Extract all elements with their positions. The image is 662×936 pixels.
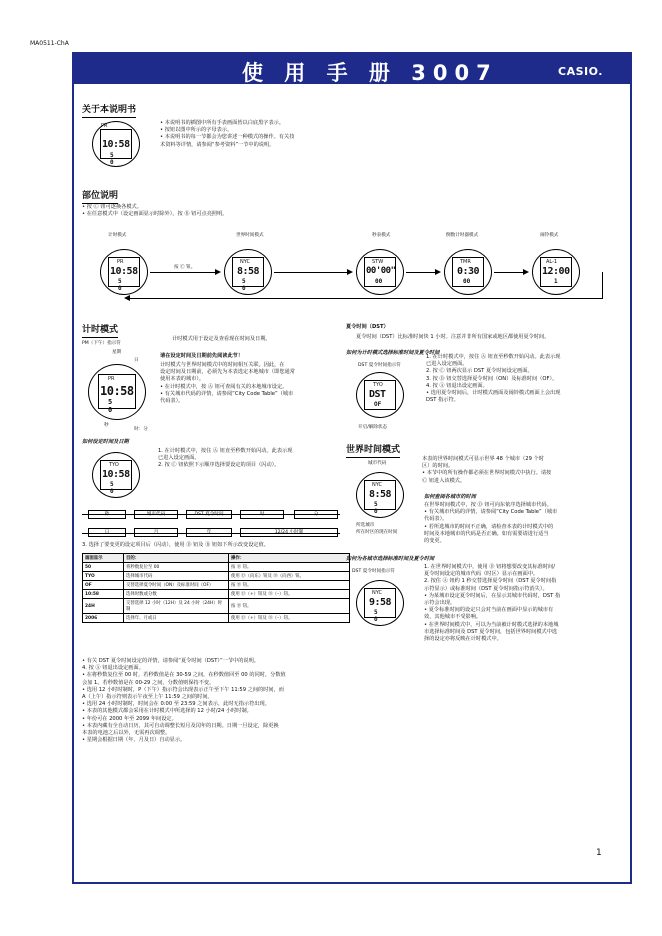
sequence-item: 日 — [88, 528, 126, 537]
sequence-item: 分 — [294, 510, 338, 519]
world-intro: 本表的世界时间模式可显示世界 48 个城市（29 个时 区）的时间。 • 本节中的所有操作都必须在世界时间模式中执行。请按 Ⓒ 钮进入该模式。 — [422, 456, 552, 484]
dst-indicator-label-2: DST 夏令时间指示符 — [352, 569, 395, 574]
watch-sub-display: 1 — [554, 278, 558, 285]
about-heading: 关于本说明书 — [82, 102, 136, 118]
dst-heading: 夏令时间（DST） — [346, 324, 389, 330]
on-off-label: 开启/解除状态 — [358, 425, 388, 430]
watch-top-display: NYC — [240, 259, 251, 265]
watch-sub-display: 5 0 — [374, 609, 378, 623]
arrowhead-icon — [347, 269, 353, 275]
sequence-item: 秒 — [88, 510, 126, 519]
weekday-label: 星期 — [112, 350, 122, 355]
watch-sub-display: 5 0 — [110, 481, 114, 495]
watch-main-display: 9:58 — [369, 597, 392, 608]
watch-main-display: 12:00 — [542, 266, 570, 277]
world-heading: 世界时间模式 — [346, 442, 400, 458]
step3-text: 3. 选择了要变更的设定项目后（闪动），使用 Ⓓ 钮及 Ⓑ 钮如下所示改变设定值。 — [82, 542, 269, 548]
arrowhead-icon — [435, 269, 441, 275]
mode-label: 秒表模式 — [372, 233, 391, 238]
sequence-item: 城市代码 — [134, 510, 178, 519]
city-code-label: 城市代码 — [368, 461, 387, 466]
switch-dst-text: 1. 在世界时间模式中，使用 Ⓓ 钮将想要改变其标准时间/ 夏令时间设定的城市代码（时区）显示在画面中。 2. 按住 Ⓐ 钮约 1 秒交替选择夏令时间（DST 夏令时间指 示符显示）或标准时间（DST 夏令时间指示符消失）。 • 为某城市设定夏令时间后，在显示其城市代码时，DST 指 示符会出现。 • 夏令标准时间的设定只会对当前在画面中显示的城市有 效，其他城市不受影响。 • 在世界时间模式中，可以为当前被计时模式选择的本地城 市选择标准时间及 DST 夏令时间，包括世界时间模式中选 择的设定亦将反映在计时模式中。 — [424, 564, 561, 643]
arrowhead-icon — [523, 269, 529, 275]
dst-subheading: 如何为计时模式选择标准时间及夏令时间 — [346, 350, 440, 356]
page-title: 使 用 手 册 3007 — [242, 61, 498, 85]
watch-main-display: 10:58 — [100, 384, 134, 398]
watch-top-display: TYO — [373, 382, 383, 388]
watch-main-display: 8:58 — [369, 489, 392, 500]
table-row: 2006 选择年、月或日 使用 Ⓓ（+）钮及 Ⓑ（–）钮。 — [83, 614, 350, 623]
watch-top-display: TYO — [109, 462, 119, 468]
table-row: TYO 选择城市代码 使用 Ⓓ（向东）钮及 Ⓑ（向西）钮。 — [83, 572, 350, 581]
read-first-title: 请在设定时间及日期前先阅读此节！ — [160, 353, 244, 359]
parts-text: • 按 Ⓒ 钮可逐换各模式。 • 在任意模式中（设定画面显示时除外），按 Ⓑ 钮可点亮照明。 — [82, 204, 228, 218]
watch-main-display: DST — [369, 389, 386, 400]
mode-arrow — [274, 272, 348, 273]
mode-arrow — [406, 272, 436, 273]
parts-heading: 部位说明 — [82, 188, 118, 204]
watch-main-display: 10:58 — [102, 469, 130, 480]
check-time-title: 如何查阅各城市的时间 — [424, 494, 476, 500]
watch-sub-display: 00 — [463, 278, 471, 285]
watch-top-display: AL-1 — [546, 259, 558, 265]
settings-table: 画面显示 目的： 操作： 50 将秒数复位至 00 按 Ⓓ 钮。 TYO 选择城市代码 使用 Ⓓ（向东）钮及 Ⓑ（向西）钮。 OF 交替选择夏令时间（ON）及标准时间（OF） 按 Ⓓ 钮。 10:58 选择时数或分数 使用 Ⓓ（+）钮及 Ⓑ（–）钮。 24H 交替选择 12 小时（12H）及 24 小时（24H）时制 按 Ⓓ 钮。 2006 选择年、月或日 使用 Ⓓ（+）钮及 Ⓑ（–）钮。 — [82, 553, 350, 623]
watch-top-display: NYC — [372, 590, 383, 596]
timekeeping-intro: 计时模式用于设定及查看现在时间及日期。 — [172, 336, 271, 342]
sequence-item: 年 — [186, 528, 232, 537]
brand-logo: CASIO. — [558, 65, 603, 78]
sequence-item: 12/24 小时制 — [240, 528, 338, 537]
watch-top-display: STW — [372, 259, 384, 265]
switch-dst-title: 如何为各城市选择标准时间及夏令时间 — [346, 556, 435, 562]
mode-label: 闹铃模式 — [540, 233, 559, 238]
manual-page — [72, 52, 632, 884]
pm-indicator-label: PM（下午）指示符 — [82, 341, 121, 346]
current-time-label-2: 所在时区的现在时间 — [356, 530, 398, 535]
sequence-item: 月 — [134, 528, 178, 537]
arrowhead-icon — [215, 269, 221, 275]
watch-main-display: 0:30 — [457, 266, 480, 277]
return-arrow-line — [602, 272, 603, 298]
watch-top-display: PR — [117, 259, 124, 265]
watch-top-display: TMR — [460, 259, 471, 265]
check-time-text: 在世界时间模式中，按 Ⓓ 钮可向东依序选择城市代码。 • 有关城市代码的详情，请参阅“City Code Table”（城市 代码表）。 • 若所选城市的时间不正确，请检查本表的计时模式中的 时间及本地城市的代码是否正确。如有需要请进行适当 的变更。 — [424, 502, 558, 545]
watch-sub-display: 5 0 — [118, 278, 122, 292]
set-time-title: 如何设定时间及日期 — [82, 439, 129, 445]
sequence-loop — [82, 514, 340, 534]
page-number: 1 — [596, 848, 602, 858]
dst-intro: 夏令时间（DST）比标准时间快 1 小时。注意并非所有国家或地区都使用夏令时间。 — [356, 334, 550, 340]
hour-minute-label: 时：分 — [134, 427, 148, 432]
about-text: • 本说明书的插图中所有手表画面皆以白底黑字表示。 • 按钮以图中所示的字母表示。 • 本说明书的每一节都会为您讲述一种模式的操作。有关技 术资料等详情，请参阅“参考资料”一节中的说明。 — [160, 120, 295, 148]
table-row: 50 将秒数复位至 00 按 Ⓓ 钮。 — [83, 563, 350, 572]
model-number: 3007 — [411, 61, 498, 85]
watch-top-display: NYC — [372, 482, 383, 488]
mode-label: 计时模式 — [108, 233, 127, 238]
watch-sub-display: 5 0 — [108, 398, 113, 414]
watch-sub-display: 5 0 — [242, 278, 246, 292]
arrowhead-icon — [124, 295, 130, 301]
table-row: 10:58 选择时数或分数 使用 Ⓓ（+）钮及 Ⓑ（–）钮。 — [83, 590, 350, 599]
watch-top-display: PR — [101, 123, 108, 129]
dst-indicator-label: DST 夏令时间指示符 — [358, 363, 401, 368]
watch-sub-display: OF — [374, 401, 382, 408]
watch-main-display: 10:58 — [110, 266, 138, 277]
watch-main-display: 10:58 — [102, 139, 130, 150]
title-banner — [74, 54, 630, 84]
read-first-text: 计时模式与世界时间模式中的时间相互关联。因此，在 设定时间及日期前，必须先为本表选定本地城市（即您通常 使用本表的城市）。 • 在计时模式中，按 Ⓐ 钮可查阅有关的本地城市设定。 • 有关城市代码的详情，请参阅“City Code Table”（城市 代码表）。 — [160, 362, 295, 405]
return-arrow — [130, 298, 603, 299]
watch-main-display: 00'00" — [366, 266, 396, 276]
day-label: 日 — [134, 358, 139, 363]
mode-arrow — [494, 272, 524, 273]
watch-main-display: 8:58 — [237, 266, 260, 277]
doc-code: MA0511-ChA — [30, 40, 69, 47]
press-c-label: 按 Ⓒ 钮。 — [174, 265, 196, 270]
seconds-label: 秒 — [104, 423, 109, 428]
watch-top-display: PR — [108, 376, 115, 382]
set-time-steps: 1. 在计时模式中，按住 Ⓐ 钮直至秒数开始闪动。此表示现 已进入设定画面。 2. 按 Ⓒ 钮依照下示顺序选择要设定的项目（闪动）。 — [158, 448, 293, 469]
watch-sub-display: 00 — [375, 278, 383, 285]
timekeeping-heading: 计时模式 — [82, 322, 118, 338]
watch-sub-display: 5 0 — [374, 501, 378, 515]
mode-label: 倒数计时器模式 — [446, 233, 479, 238]
mode-arrow — [150, 272, 216, 273]
table-row: 24H 交替选择 12 小时（12H）及 24 小时（24H）时制 按 Ⓓ 钮。 — [83, 599, 350, 614]
dst-steps: 1. 在计时模式中，按住 Ⓐ 钮直至秒数开始闪动。此表示现 已进入设定画面。 2. 按 Ⓒ 钮两次显示 DST 夏令时间设定画面。 3. 按 Ⓓ 钮交替选择夏令时间（ON）及标准时间（OF）。 4. 按 Ⓐ 钮退出设定画面。 • 选用夏令时间后，计时模式画面及闹铃模式画面上会出现 DST 指示符。 — [426, 354, 561, 404]
current-time-label: 所选城市 — [356, 523, 375, 528]
watch-sub-display: 5 0 — [110, 152, 114, 166]
table-row: OF 交替选择夏令时间（ON）及标准时间（OF） 按 Ⓓ 钮。 — [83, 581, 350, 590]
sequence-item: DST 夏令时间 — [186, 510, 232, 519]
sequence-item: 时 — [240, 510, 284, 519]
timekeeping-notes: • 有关 DST 夏令时间设定的详情，请参阅“夏令时间（DST）”一节中的说明。 4. 按 Ⓐ 钮退出设定画面。 • 在将秒数复位至 00 时，若秒数值是在 30-59 之间，在秒数值回至 00 的同时，分数值 会加 1。若秒数值是在 00-29 之间，分数值则保持不变。 • 选用 12 小时时制时，P（下午）指示符会出现表示正午至下午 11:59 之间的时间，而 A（上午）指示符则表示午夜至上午 11:59 之间的时间。 • 选用 24 小时时制时，时间会在 0:00 至 23:59 之间表示，此时无指示符出现。 • 本表的其他模式都会采用在计时模式中所选择的 12 小时/24 小时时制。 • 年份可在 2000 年至 2099 年间设定。 • 本表内藏有全自动日历，其可自动调整长短月及闰年的日期。日期一旦设定，除更换 本表的电池之后以外，无需再次调整。 • 星期会根据日期（年、月及日）自动显示。 — [82, 658, 286, 744]
mode-label: 世界时间模式 — [236, 233, 264, 238]
